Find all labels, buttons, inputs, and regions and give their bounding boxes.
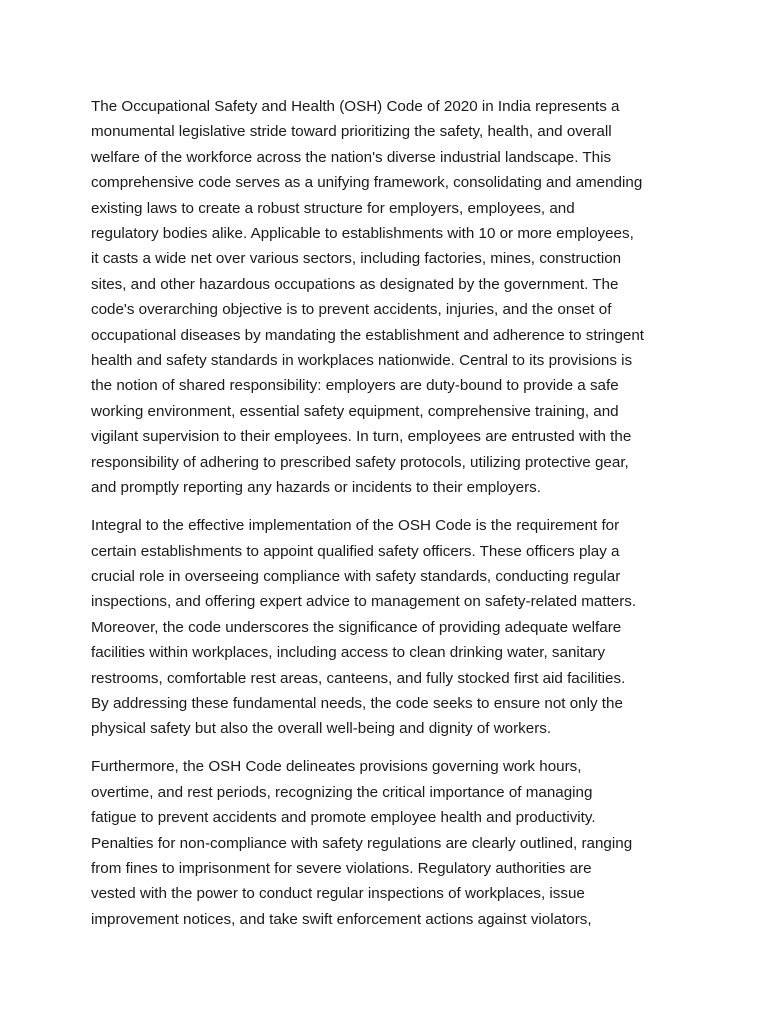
text-line: monumental legislative stride toward prioritizing the safety, health, and overall	[91, 123, 612, 141]
paragraph-2	[91, 513, 691, 742]
text-line: the notion of shared responsibility: employers are duty-bound to provide a safe	[91, 377, 619, 395]
text-line: The Occupational Safety and Health (OSH) Code of 2020 in India represents a	[91, 98, 620, 115]
text-line: Moreover, the code underscores the significance of providing adequate welfare	[91, 618, 622, 636]
text-line: Furthermore, the OSH Code delineates provisions governing work hours,	[91, 758, 582, 776]
text-line: vested with the power to conduct regular inspections of workplaces, issue	[91, 885, 585, 903]
text-line: Integral to the effective implementation of the OSH Code is the requirement for	[91, 517, 620, 535]
document-body	[91, 94, 691, 945]
text-line: health and safety standards in workplaces nationwide. Central to its provisions is	[91, 352, 633, 370]
text-line: vigilant supervision to their employees. In turn, employees are entrusted with the	[91, 428, 632, 446]
text-line: certain establishments to appoint qualified safety officers. These officers play a	[91, 542, 620, 560]
text-line: facilities within workplaces, including access to clean drinking water, sanitary	[91, 644, 606, 662]
text-line: By addressing these fundamental needs, the code seeks to ensure not only the	[91, 694, 623, 712]
text-line: physical safety but also the overall well-being and dignity of workers.	[91, 720, 552, 738]
text-line: and promptly reporting any hazards or incidents to their employers.	[91, 479, 541, 497]
text-line: code's overarching objective is to prevent accidents, injuries, and the onset of	[91, 301, 612, 319]
paragraph-1	[91, 94, 691, 501]
text-line: from fines to imprisonment for severe violations. Regulatory authorities are	[91, 859, 592, 877]
text-line: occupational diseases by mandating the establishment and adherence to stringent	[91, 326, 645, 344]
text-line: existing laws to create a robust structure for employers, employees, and	[91, 199, 575, 217]
text-line: overtime, and rest periods, recognizing the critical importance of managing	[91, 783, 593, 801]
text-line: fatigue to prevent accidents and promote employee health and productivity.	[91, 809, 596, 827]
paragraph-3	[91, 754, 691, 932]
text-line: Penalties for non-compliance with safety regulations are clearly outlined, ranging	[91, 834, 633, 852]
text-line: crucial role in overseeing compliance with safety standards, conducting regular	[91, 567, 621, 585]
text-line: regulatory bodies alike. Applicable to establishments with 10 or more employees,	[91, 225, 634, 243]
text-line: inspections, and offering expert advice to management on safety-related matters.	[91, 593, 637, 611]
text-line: comprehensive code serves as a unifying framework, consolidating and amending	[91, 174, 643, 192]
text-line: responsibility of adhering to prescribed safety protocols, utilizing protective gear,	[91, 453, 629, 471]
text-line: welfare of the workforce across the nation's diverse industrial landscape. This	[91, 148, 612, 166]
text-line: improvement notices, and take swift enforcement actions against violators,	[91, 910, 592, 928]
text-line: restrooms, comfortable rest areas, canteens, and fully stocked first aid facilities.	[91, 669, 626, 687]
text-line: working environment, essential safety equipment, comprehensive training, and	[91, 402, 619, 420]
text-line: it casts a wide net over various sectors, including factories, mines, construction	[91, 250, 622, 268]
text-line: sites, and other hazardous occupations as designated by the government. The	[91, 275, 619, 293]
